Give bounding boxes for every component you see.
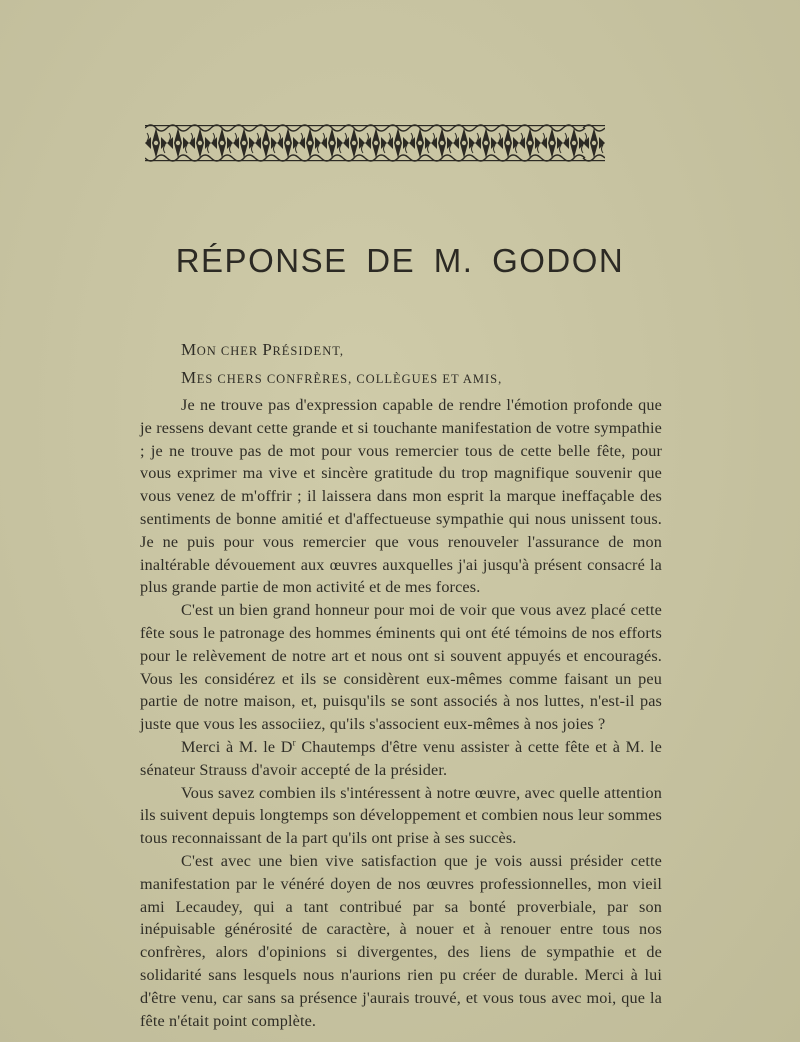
paragraph: Merci à M. le $D^r$ Chautemps d'être venu assister à cette fête et à M. le sénateur Strauss d'avoir accepté de la présider. xyxy=(140,737,662,779)
paragraph: Vous savez combien ils s'intéressent à notre œuvre, avec quelle attention ils suivent depuis longtemps son développement et combien nous leur sommes tous reconnaissant de la part qu'ils ont prise à ses succès. xyxy=(140,783,662,848)
paragraph: C'est un bien grand honneur pour moi de voir que vous avez placé cette fête sous le patronage des hommes éminents qui ont été témoins de nos efforts pour le relèvement de notre art et nous ont si souvent appuyés et encouragés. Vous les considérez et ils se considèrent eux-mêmes comme faisant un peu partie de notre maison, et, puisqu'ils se sont associés à nos luttes, n'est-il pas juste que vous les associiez, qu'ils s'associent eux-mêmes à nos joies ? xyxy=(140,601,662,734)
paragraph: C'est avec une bien vive satisfaction que je vois aussi présider cette manifestation par le vénéré doyen de nos œuvres professionnelles, mon vieil ami Lecaudey, qui a tant contribué par sa bonté proverbiale, par son inépuisable générosité de caractère, à nouer et à renouer entre tous nos confrères, alors d'opinions si divergentes, des liens de sympathie et de solidarité sans lesquels nous n'aurions rien pu créer de durable. Merci à lui d'être venu, car sans sa présence j'aurais trouvé, et vous tous avec moi, que la fête n'était point complète. xyxy=(140,851,662,1030)
page-title: RÉPONSE DE M. GODON xyxy=(175,242,625,279)
body-text xyxy=(140,394,662,1032)
salutation-line-1: MON CHER PRÉSIDENT, xyxy=(181,340,345,359)
salutation-line-2: MES CHERS CONFRÈRES, COLLÈGUES ET AMIS, xyxy=(181,368,503,387)
paragraph: Je ne trouve pas d'expression capable de rendre l'émotion profonde que je ressens devant cette grande et si touchante manifestation de votre sympathie ; je ne trouve pas de mot pour vous remercier tous de cette belle fête, pour vous exprimer ma vive et sincère gratitude du trop magnifique souvenir que vous venez de m'offrir ; il laissera dans mon esprit la marque ineffaçable des sentiments de bonne amitié et d'affectueuse sympathie qui nous unissent tous. Je ne puis pour vous remercier que vous renouveler l'assurance de mon inaltérable dévouement aux œuvres auxquelles j'ai jusqu'à présent consacré la plus grande partie de mon activité et de mes forces. xyxy=(140,396,662,597)
floral-border-ornament-icon xyxy=(145,122,605,164)
